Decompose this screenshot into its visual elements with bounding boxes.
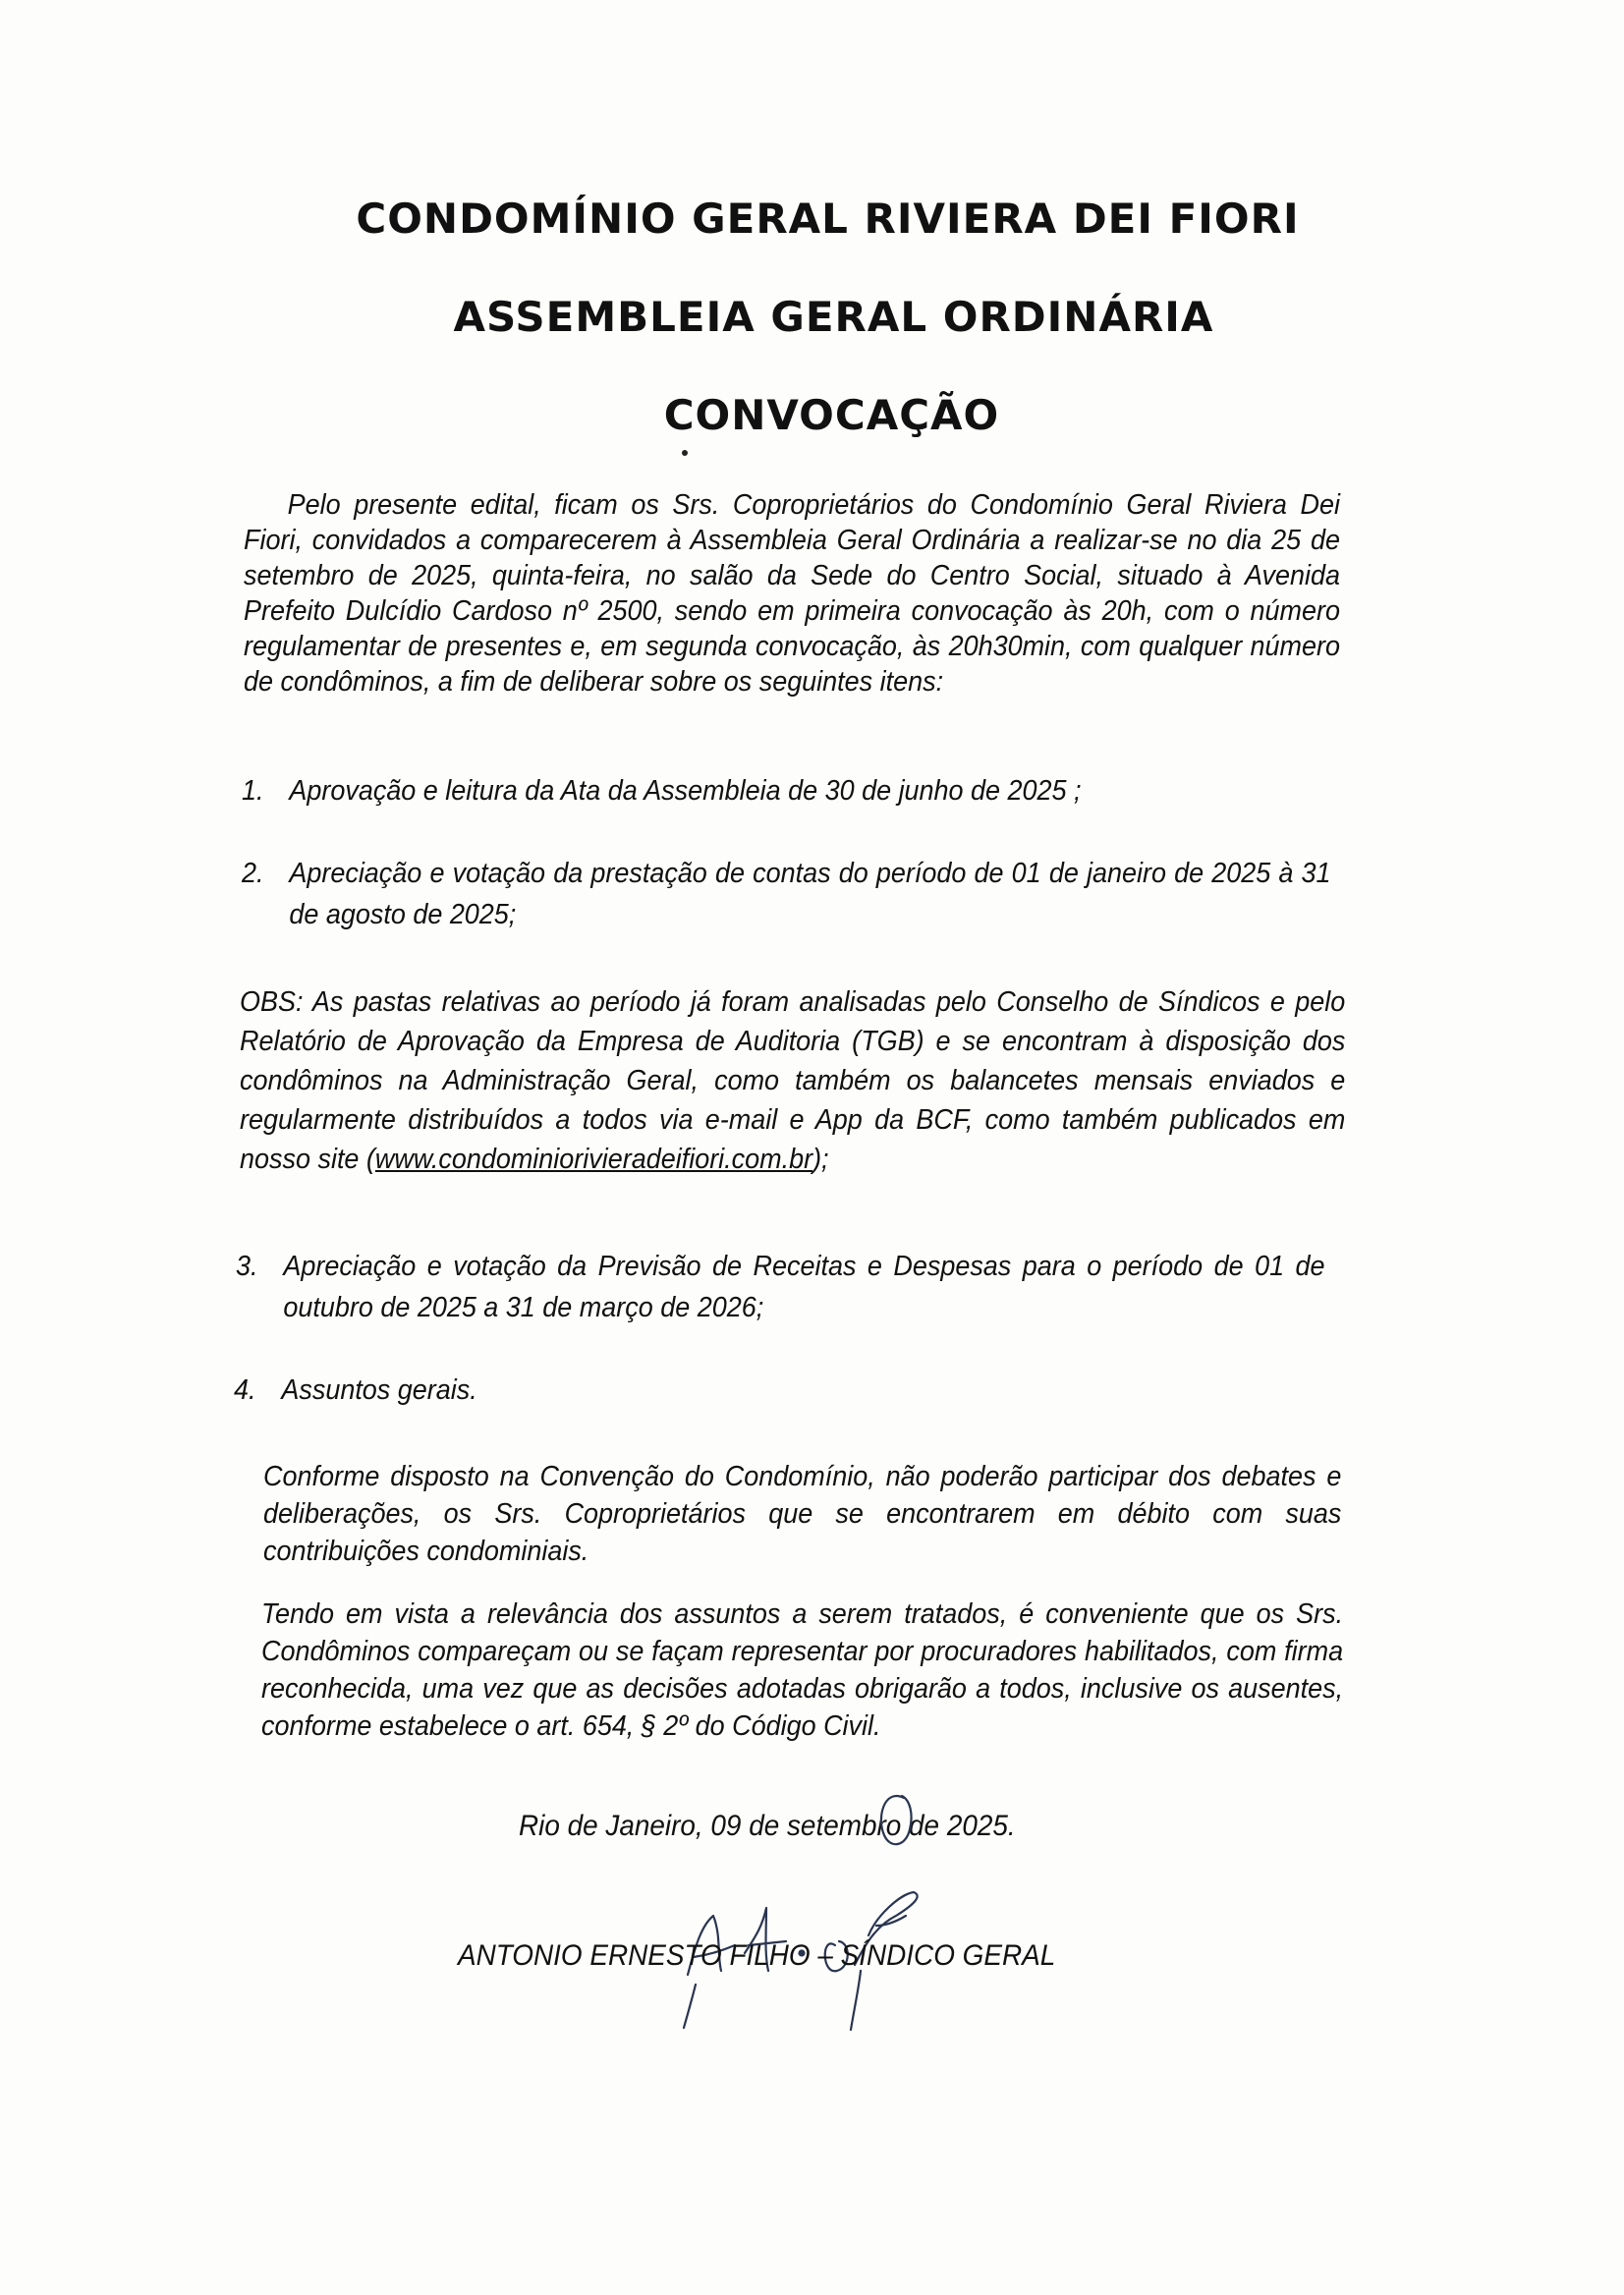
date-line: Rio de Janeiro, 09 de setembro de 2025. <box>519 1810 1016 1842</box>
signature-icon <box>619 1778 933 2034</box>
agenda-item-3 <box>236 1246 1325 1328</box>
agenda-item-text: Aprovação e leitura da Ata da Assembleia de 30 de junho de 2025 ; <box>289 775 1082 807</box>
condominium-title: CONDOMÍNIO GERAL RIVIERA DEI FIORI <box>356 195 1300 243</box>
intro-paragraph: Pelo presente edital, ficam os Srs. Coproprietários do Condomínio Geral Riviera Dei Fiori, convidados a comparecerem à Assembleia Geral Ordinária a realizar-se no dia 25 de setembro de 2025, quinta-feira, no salão da Sede do Centro Social, situado à Avenida Prefeito Dulcídio Cardoso nº 2500, sendo em primeira convocação às 20h, com o número regulamentar de presentes e, em segunda convocação, às 20h30min, com qualquer número de condôminos, a fim de deliberar sobre os seguintes itens: <box>244 489 1340 698</box>
obs-paragraph <box>240 982 1345 1179</box>
signer-name: ANTONIO ERNESTO FILHO – SÍNDICO GERAL <box>458 1939 1056 1972</box>
agenda-item-text: Assuntos gerais. <box>281 1374 477 1406</box>
agenda-item-4 <box>234 1370 1323 1411</box>
closing-paragraph-2: Tendo em vista a relevância dos assuntos a serem tratados, é conveniente que os Srs. Condôminos compareçam ou se façam representar por procuradores habilitados, com firma reconhecida, uma vez que as decisões adotadas obrigarão a todos, inclusive os ausentes, conforme estabelece o art. 654, § 2º do Código Civil. <box>261 1598 1344 1742</box>
notice-heading: CONVOCAÇÃO <box>663 391 1000 439</box>
agenda-item-number: 1. <box>242 775 264 807</box>
agenda-item-number: 4. <box>234 1374 256 1406</box>
assembly-subtitle: ASSEMBLEIA GERAL ORDINÁRIA <box>453 293 1214 341</box>
obs-text: OBS: As pastas relativas ao período já foram analisadas pelo Conselho de Síndicos e pelo Relatório de Aprovação da Empresa de Auditoria (TGB) e se encontram à disposição dos condôminos na Administração Geral, como também os balancetes mensais enviados e regularmente distribuídos a todos via e-mail e App da BCF, como também publicados em nosso site ( <box>240 986 1346 1175</box>
stray-dot-mark <box>682 450 688 456</box>
agenda-item-number: 2. <box>242 858 264 889</box>
agenda-item-number: 3. <box>236 1251 258 1282</box>
website-link[interactable]: www.condominiorivieradeifiori.com.br <box>374 1144 813 1175</box>
agenda-item-2 <box>242 853 1331 935</box>
agenda-item-1 <box>242 770 1331 812</box>
agenda-item-text: Apreciação e votação da Previsão de Receitas e Despesas para o período de 01 de outubro de 2025 a 31 de março de 2026; <box>283 1251 1325 1323</box>
agenda-item-text: Apreciação e votação da prestação de contas do período de 01 de janeiro de 2025 à 31 de agosto de 2025; <box>289 858 1331 930</box>
closing-paragraph-1: Conforme disposto na Convenção do Condomínio, não poderão participar dos debates e deliberações, os Srs. Coproprietários que se encontrarem em débito com suas contribuições condominiais. <box>263 1461 1342 1567</box>
obs-tail: ); <box>812 1144 829 1175</box>
